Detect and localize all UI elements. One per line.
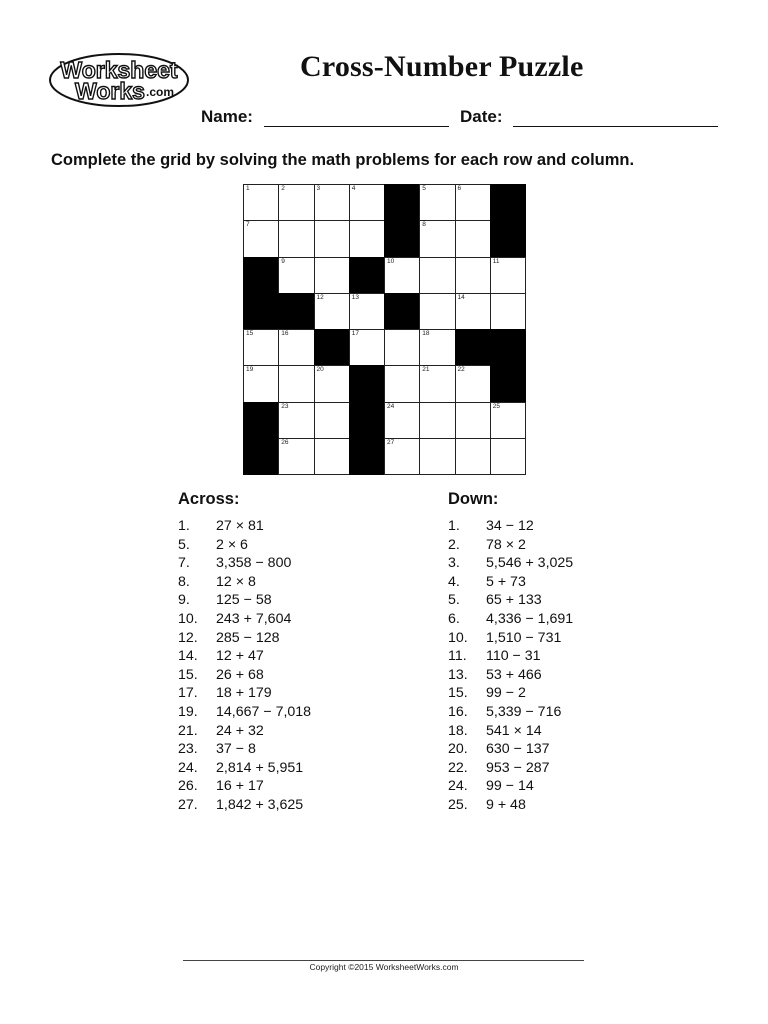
clue-number: 22. xyxy=(448,759,468,776)
clue-number: 17. xyxy=(178,685,198,702)
grid-cell[interactable] xyxy=(455,257,491,294)
cell-number: 21 xyxy=(422,366,430,374)
cell-number: 14 xyxy=(457,293,465,301)
clue-expression: 99 − 2 xyxy=(486,685,526,702)
grid-block xyxy=(349,402,385,439)
grid-cell[interactable] xyxy=(490,438,526,475)
cell-number: 11 xyxy=(492,257,500,265)
across-heading: Across: xyxy=(178,490,240,508)
clue-expression: 65 + 133 xyxy=(486,592,542,609)
clue-expression: 541 × 14 xyxy=(486,722,542,739)
clue-number: 1. xyxy=(448,518,460,534)
clue-expression: 2,814 + 5,951 xyxy=(216,759,304,776)
grid-block xyxy=(278,293,314,330)
cell-number: 3 xyxy=(316,185,321,192)
cell-number: 12 xyxy=(316,293,324,301)
clue-expression: 4,336 − 1,691 xyxy=(486,610,574,627)
cell-number: 4 xyxy=(351,185,356,192)
clue-expression: 9 + 48 xyxy=(486,796,526,813)
across-clue xyxy=(178,759,311,778)
grid-cell[interactable] xyxy=(278,329,314,366)
clue-expression: 2 × 6 xyxy=(216,536,248,553)
down-clue xyxy=(448,554,573,573)
clue-number: 27. xyxy=(178,796,198,813)
grid-block xyxy=(455,329,491,366)
grid-cell[interactable] xyxy=(349,293,385,330)
grid-cell[interactable] xyxy=(314,257,350,294)
grid-block xyxy=(349,257,385,294)
clue-number: 15. xyxy=(448,685,468,702)
cell-number: 15 xyxy=(246,330,254,337)
down-clue xyxy=(448,629,573,648)
cell-number: 10 xyxy=(387,257,395,265)
grid-cell[interactable] xyxy=(490,257,526,294)
across-clue xyxy=(178,703,311,722)
date-line[interactable] xyxy=(513,126,718,127)
page-title: Cross-Number Puzzle xyxy=(300,50,584,83)
clue-expression: 27 × 81 xyxy=(216,518,264,534)
grid-cell[interactable] xyxy=(278,365,314,402)
clue-expression: 1,842 + 3,625 xyxy=(216,796,304,813)
grid-cell[interactable] xyxy=(278,257,314,294)
grid-block xyxy=(384,293,420,330)
clue-expression: 26 + 68 xyxy=(216,666,264,683)
grid-cell[interactable] xyxy=(419,365,455,402)
cell-number: 19 xyxy=(246,366,254,374)
across-clue xyxy=(178,629,311,648)
clue-number: 20. xyxy=(448,741,468,758)
across-clue xyxy=(178,684,311,703)
down-clue xyxy=(448,777,573,796)
down-heading: Down: xyxy=(448,490,499,508)
grid-cell[interactable] xyxy=(384,438,420,475)
grid-cell[interactable] xyxy=(455,184,491,221)
grid-cell[interactable] xyxy=(455,220,491,257)
grid-cell[interactable] xyxy=(419,220,455,257)
down-clue xyxy=(448,536,573,555)
grid-cell[interactable] xyxy=(419,438,455,475)
clue-number: 11. xyxy=(448,648,467,665)
down-clue xyxy=(448,647,573,666)
cell-number: 1 xyxy=(246,185,250,192)
clue-number: 5. xyxy=(448,592,460,609)
grid-cell[interactable] xyxy=(349,329,385,366)
clue-expression: 3,358 − 800 xyxy=(216,555,292,572)
grid-cell[interactable] xyxy=(243,184,279,221)
grid-cell[interactable] xyxy=(455,402,491,439)
clue-number: 14. xyxy=(178,648,198,665)
worksheetworks-logo xyxy=(48,52,190,108)
grid-block xyxy=(243,293,279,330)
clue-expression: 53 + 466 xyxy=(486,666,542,683)
grid-cell[interactable] xyxy=(278,184,314,221)
clue-expression: 16 + 17 xyxy=(216,778,264,795)
down-clue-list xyxy=(448,517,573,815)
across-clue xyxy=(178,740,311,759)
grid-cell[interactable] xyxy=(278,438,314,475)
clue-number: 25. xyxy=(448,796,468,813)
cell-number: 9 xyxy=(281,257,285,265)
grid-cell[interactable] xyxy=(384,365,420,402)
clue-expression: 99 − 14 xyxy=(486,778,534,795)
clue-expression: 5,546 + 3,025 xyxy=(486,555,574,572)
across-clue xyxy=(178,722,311,741)
clue-expression: 5,339 − 716 xyxy=(486,703,562,720)
grid-block xyxy=(490,365,526,402)
clue-expression: 37 − 8 xyxy=(216,741,256,758)
clue-expression: 24 + 32 xyxy=(216,722,264,739)
clue-expression: 243 + 7,604 xyxy=(216,610,292,627)
down-clue xyxy=(448,610,573,629)
cell-number: 17 xyxy=(351,330,359,337)
date-label: Date: xyxy=(460,107,503,126)
grid-block xyxy=(490,329,526,366)
clue-number: 9. xyxy=(178,592,190,609)
grid-cell[interactable] xyxy=(384,329,420,366)
grid-cell[interactable] xyxy=(419,402,455,439)
clue-expression: 953 − 287 xyxy=(486,759,550,776)
clue-expression: 18 + 179 xyxy=(216,685,272,702)
clue-number: 24. xyxy=(448,778,468,795)
cell-number: 7 xyxy=(246,221,250,229)
clue-expression: 110 − 31 xyxy=(486,648,541,665)
grid-cell[interactable] xyxy=(243,220,279,257)
clue-expression: 14,667 − 7,018 xyxy=(216,703,312,720)
grid-cell[interactable] xyxy=(278,402,314,439)
grid-cell[interactable] xyxy=(349,220,385,257)
across-clue xyxy=(178,536,311,555)
grid-cell[interactable] xyxy=(314,438,350,475)
grid-block xyxy=(349,365,385,402)
clue-number: 6. xyxy=(448,610,460,627)
grid-block xyxy=(243,438,279,475)
grid-cell[interactable] xyxy=(243,365,279,402)
grid-cell[interactable] xyxy=(455,293,491,330)
grid-block xyxy=(243,257,279,294)
grid-cell[interactable] xyxy=(490,293,526,330)
grid-cell[interactable] xyxy=(314,220,350,257)
grid-cell[interactable] xyxy=(455,365,491,402)
clue-number: 12. xyxy=(178,629,198,646)
down-clue xyxy=(448,666,573,685)
svg-text:.com: .com xyxy=(145,85,175,99)
clue-expression: 78 × 2 xyxy=(486,536,526,553)
clue-expression: 285 − 128 xyxy=(216,629,280,646)
down-clue xyxy=(448,740,573,759)
across-clue xyxy=(178,666,311,685)
across-clue xyxy=(178,777,311,796)
down-clue xyxy=(448,517,573,536)
clue-expression: 34 − 12 xyxy=(486,518,534,534)
across-clue xyxy=(178,517,311,536)
cell-number: 20 xyxy=(316,366,324,374)
down-clue xyxy=(448,703,573,722)
across-clue xyxy=(178,610,311,629)
puzzle-grid xyxy=(243,184,525,474)
across-clue xyxy=(178,796,311,815)
clue-number: 24. xyxy=(178,759,198,776)
grid-cell[interactable] xyxy=(419,184,455,221)
grid-cell[interactable] xyxy=(384,402,420,439)
grid-block xyxy=(490,220,526,257)
clue-number: 1. xyxy=(178,518,190,534)
clue-number: 3. xyxy=(448,555,460,572)
clue-number: 21. xyxy=(178,722,198,739)
clue-expression: 1,510 − 731 xyxy=(486,629,562,646)
footer-divider xyxy=(183,960,584,961)
copyright-text: Copyright ©2015 WorksheetWorks.com xyxy=(309,962,459,972)
grid-cell[interactable] xyxy=(314,184,350,221)
clue-number: 23. xyxy=(178,741,198,758)
clue-number: 5. xyxy=(178,536,190,553)
across-clue-list xyxy=(178,517,311,815)
cell-number: 2 xyxy=(281,185,285,192)
clue-expression: 12 × 8 xyxy=(216,573,256,590)
clue-number: 16. xyxy=(448,703,468,720)
clue-expression: 630 − 137 xyxy=(486,741,550,758)
grid-cell[interactable] xyxy=(419,329,455,366)
grid-block xyxy=(490,184,526,221)
cell-number: 8 xyxy=(422,221,426,229)
clue-expression: 5 + 73 xyxy=(486,573,526,590)
across-clue xyxy=(178,591,311,610)
clue-number: 4. xyxy=(448,573,460,590)
across-clue xyxy=(178,573,311,592)
clue-number: 26. xyxy=(178,778,198,795)
cell-number: 5 xyxy=(422,185,426,192)
down-clue xyxy=(448,591,573,610)
down-clue xyxy=(448,573,573,592)
grid-cell[interactable] xyxy=(314,402,350,439)
cell-number: 24 xyxy=(387,402,395,410)
cell-number: 25 xyxy=(492,402,500,410)
down-clue xyxy=(448,684,573,703)
across-clue xyxy=(178,647,311,666)
svg-text:Worksheet: Worksheet xyxy=(60,57,178,83)
grid-block xyxy=(384,220,420,257)
clue-number: 2. xyxy=(448,536,460,553)
cell-number: 6 xyxy=(457,185,462,192)
grid-cell[interactable] xyxy=(314,365,350,402)
clue-number: 18. xyxy=(448,722,468,739)
grid-block xyxy=(314,329,350,366)
cell-number: 22 xyxy=(457,366,465,374)
cell-number: 16 xyxy=(281,330,289,337)
cell-number: 26 xyxy=(281,438,289,446)
grid-cell[interactable] xyxy=(243,329,279,366)
clue-number: 13. xyxy=(448,666,468,683)
name-line[interactable] xyxy=(264,126,449,127)
down-clue xyxy=(448,759,573,778)
down-clue xyxy=(448,796,573,815)
cell-number: 27 xyxy=(387,438,395,446)
clue-number: 7. xyxy=(178,555,190,572)
instructions: Complete the grid by solving the math problems for each row and column. xyxy=(51,151,635,169)
grid-cell[interactable] xyxy=(419,293,455,330)
clue-number: 19. xyxy=(178,703,198,720)
name-label: Name: xyxy=(201,107,253,126)
cell-number: 23 xyxy=(281,402,289,410)
grid-cell[interactable] xyxy=(384,257,420,294)
down-clue xyxy=(448,722,573,741)
clue-number: 10. xyxy=(178,610,198,627)
cell-number: 18 xyxy=(422,330,430,337)
grid-block xyxy=(384,184,420,221)
clue-number: 10. xyxy=(448,629,468,646)
cell-number: 13 xyxy=(351,293,359,301)
across-clue xyxy=(178,554,311,573)
grid-cell[interactable] xyxy=(455,438,491,475)
grid-block xyxy=(243,402,279,439)
grid-block xyxy=(349,438,385,475)
grid-cell[interactable] xyxy=(490,402,526,439)
clue-expression: 125 − 58 xyxy=(216,592,272,609)
clue-expression: 12 + 47 xyxy=(216,648,264,665)
grid-cell[interactable] xyxy=(314,293,350,330)
svg-text:Works: Works xyxy=(75,78,145,104)
grid-cell[interactable] xyxy=(278,220,314,257)
grid-cell[interactable] xyxy=(349,184,385,221)
grid-cell[interactable] xyxy=(419,257,455,294)
clue-number: 8. xyxy=(178,573,190,590)
clue-number: 15. xyxy=(178,666,198,683)
